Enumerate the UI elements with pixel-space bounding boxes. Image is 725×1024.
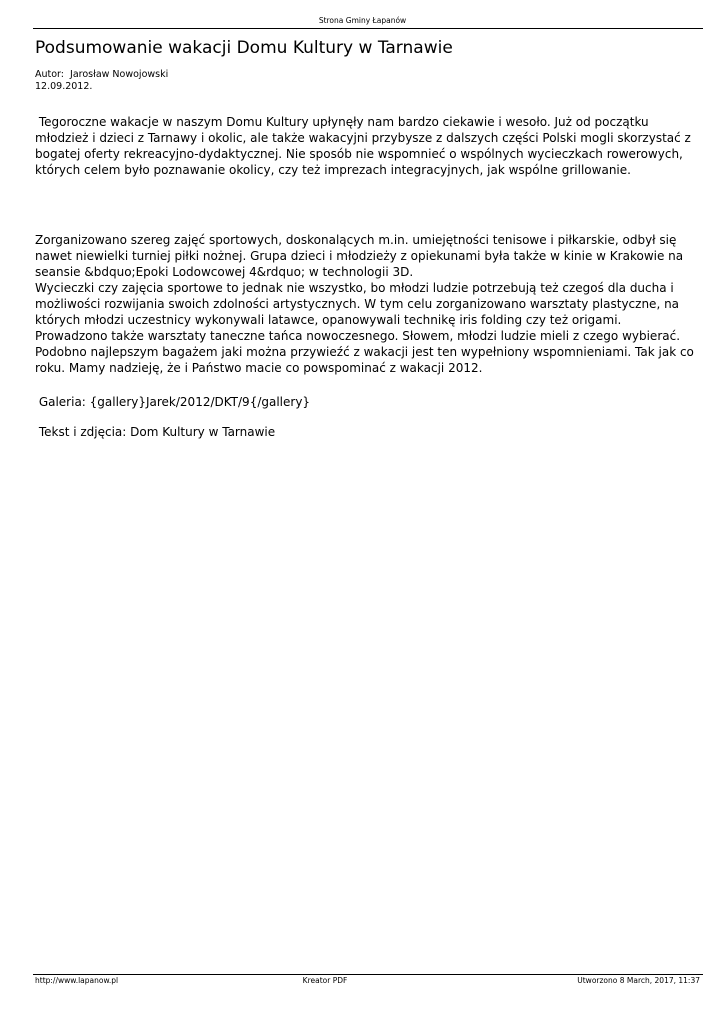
article-paragraph-memories: Podobno najlepszym bagażem jaki można przywieźć z wakacji jest ten wypełniony wspomnieniami. Tak jak co roku. Mamy nadzieję, że i Państwo macie co powspominać z wakacji 2012. [35, 345, 694, 375]
article-paragraph-intro: Tegoroczne wakacje w naszym Domu Kultury upłynęły nam bardzo ciekawie i wesoło. Już od początku młodzież i dzieci z Tarnawy i okolic, ale także wakacyjni przybysze z dalszych części Polski mogli skorzystać z bogatej oferty rekreacyjno-dydaktycznej. Nie sposób nie wspomnieć o wspólnych wycieczkach rowerowych, których celem było poznawanie okolicy, czy też imprezach integracyjnych, jak wspólne grillowanie. [35, 115, 695, 177]
article-paragraph-sports: Zorganizowano szereg zajęć sportowych, doskonalących m.in. umiejętności tenisowe i piłkarskie, odbył się nawet niewielki turniej piłki nożnej. Grupa dzieci i młodzieży z opiekunami była także w kinie w Krakowie na seansie &bdquo;Epoki Lodowcowej 4&rdquo; w technologii 3D. [35, 233, 684, 279]
footer-rule [33, 974, 703, 975]
header-rule [33, 28, 703, 29]
page-footer [35, 976, 700, 986]
article-meta [35, 69, 168, 93]
page-header-site-name: Strona Gminy Łapanów [318, 16, 407, 25]
article-title: Podsumowanie wakacji Domu Kultury w Tarnawie [35, 38, 453, 58]
footer-url: http://www.lapanow.pl [35, 976, 119, 985]
footer-generator: Kreator PDF [302, 976, 348, 985]
article-date: 12.09.2012. [35, 81, 93, 92]
article-body [35, 232, 695, 376]
article-gallery: Galeria: {gallery}Jarek/2012/DKT/9{/gallery} [35, 395, 311, 409]
footer-created: Utworzono 8 March, 2017, 11:37 [577, 976, 700, 985]
article-credits: Tekst i zdjęcia: Dom Kultury w Tarnawie [35, 425, 276, 439]
article-paragraph-workshops: Wycieczki czy zajęcia sportowe to jednak nie wszystko, bo młodzi ludzie potrzebują też czegoś dla ducha i możliwości rozwijania swoich zdolności artystycznych. W tym celu zorganizowano warsztaty plastyczne, na których młodzi uczestnicy wykonywali latawce, opanowywali technikę iris folding czy też origami. Prowadzono także warsztaty taneczne tańca nowoczesnego. Słowem, młodzi ludzie mieli z czego wybierać. [35, 281, 681, 343]
article-author: Autor: Jarosław Nowojowski [35, 69, 169, 80]
